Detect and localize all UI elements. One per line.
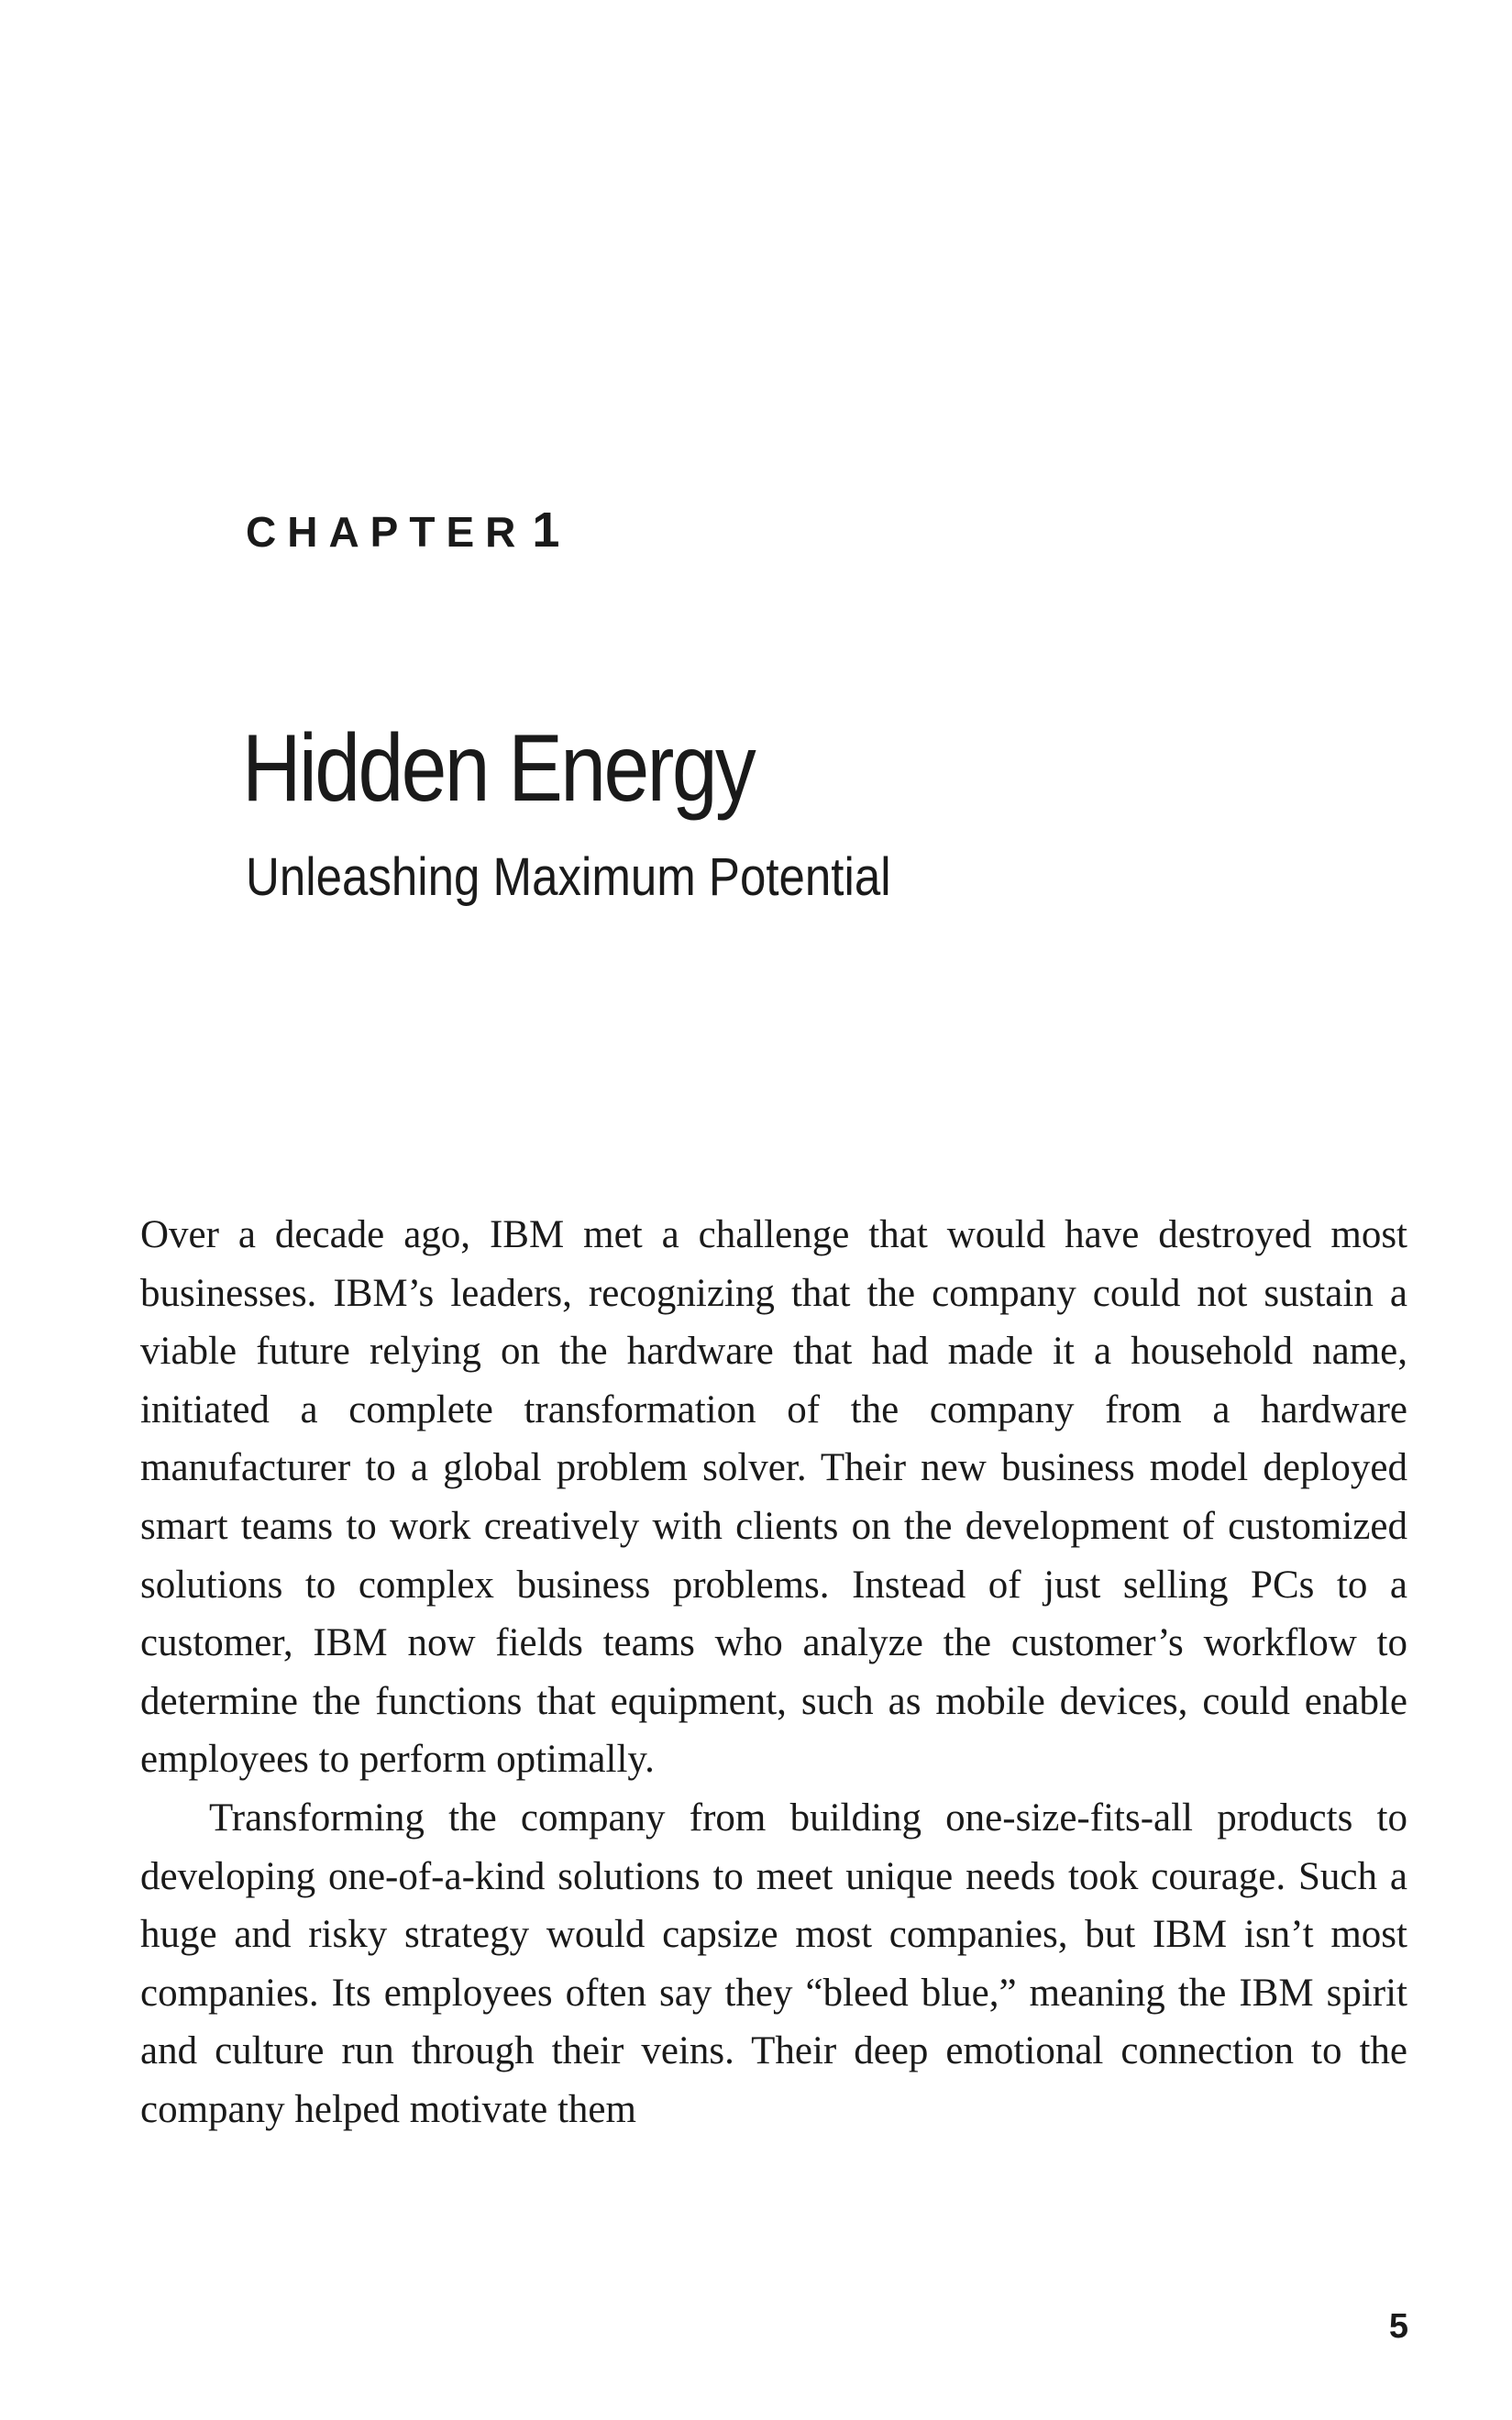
page-number: 5 (1388, 2307, 1408, 2346)
chapter-number: 1 (532, 503, 560, 558)
chapter-word: CHAPTER (246, 508, 527, 556)
body-text (140, 1206, 1407, 2139)
chapter-title: Hidden Energy (242, 715, 755, 822)
paragraph: Over a decade ago, IBM met a challenge that would have destroyed most businesses. IBM’s leaders, recognizing that the company could not sustain a viable future relying on the hardware that had made it a household name, initiated a complete transformation of the company from a hardware manufacturer to a global problem solver. Their new business model deployed smart teams to work creatively with clients on the development of customized solutions to complex business problems. Instead of just selling PCs to a customer, IBM now fields teams who analyze the customer’s workflow to determine the functions that equipment, such as mobile devices, could enable employees to perform optimally. (140, 1213, 1407, 1782)
chapter-label (246, 503, 559, 559)
chapter-subtitle: Unleashing Maximum Potential (246, 847, 891, 907)
paragraph: Transforming the company from building one-size-fits-all products to developing one-of-a-kind solutions to meet unique needs took courage. Such a huge and risky strategy would capsize most companies, but IBM isn’t most companies. Its employees often say they “bleed blue,” meaning the IBM spirit and culture run through their veins. Their deep emotional connection to the company helped motivate them (140, 1796, 1407, 2131)
